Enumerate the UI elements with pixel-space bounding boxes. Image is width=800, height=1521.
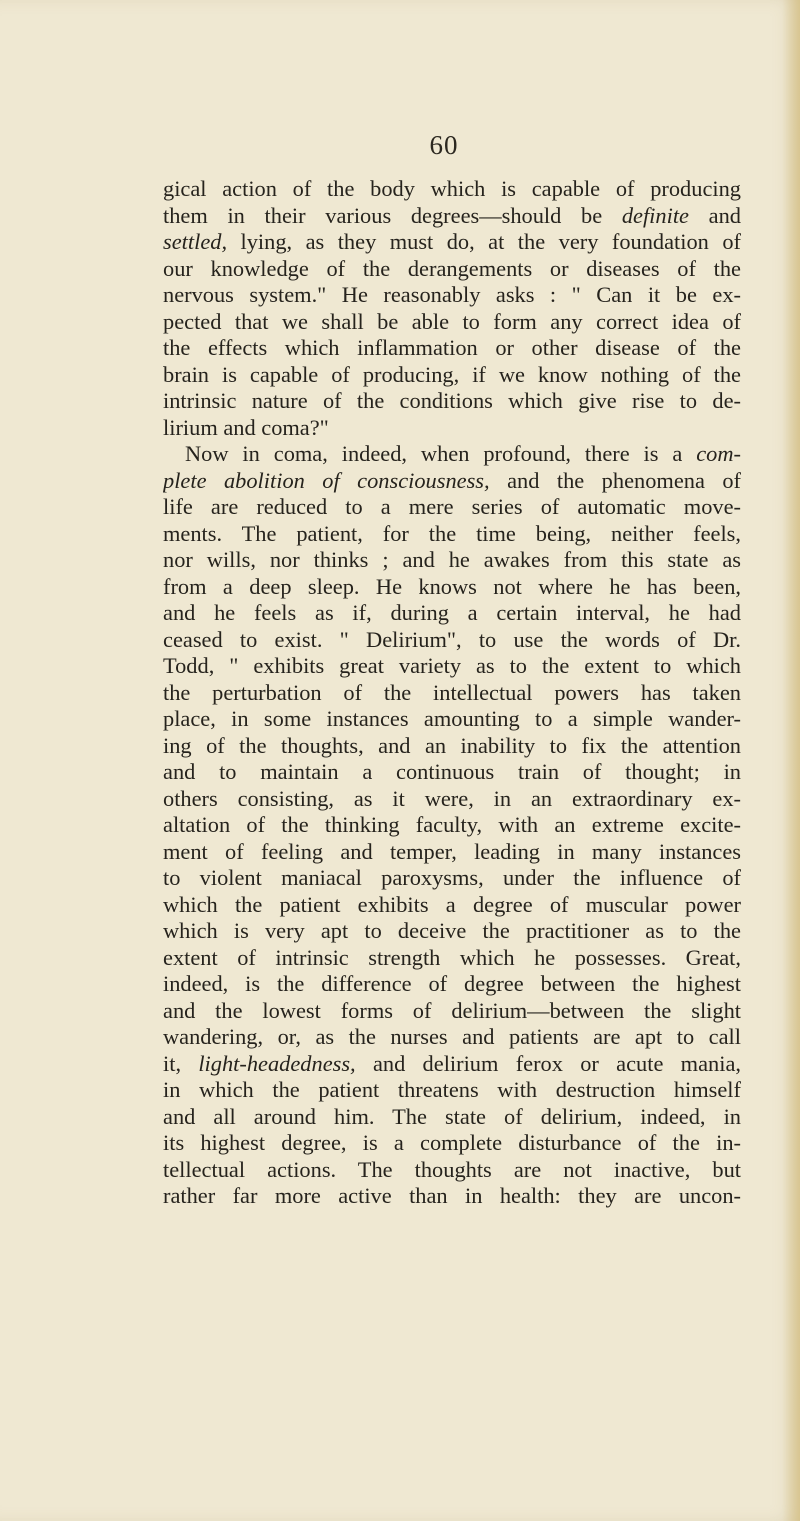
text-segment: and the phenomena of: [489, 467, 741, 493]
text-segment: them in their various degrees—should be: [163, 202, 622, 228]
text-line: [163, 1183, 741, 1210]
text-line: [163, 441, 741, 468]
text-line: [163, 786, 741, 813]
italic-text: settled,: [163, 229, 228, 254]
text-segment: nor wills, nor thinks ; and he awakes from this state as: [163, 547, 741, 572]
text-line: [163, 998, 741, 1025]
text-segment: the perturbation of the intellectual powers has taken: [163, 679, 741, 705]
text-segment: ceased to exist. " Delirium", to use the words of Dr.: [163, 626, 741, 652]
text-segment: nervous system." He reasonably asks : " Can it be ex-: [163, 282, 741, 307]
text-line: [163, 627, 741, 654]
text-segment: its highest degree, is a complete disturbance of the in-: [163, 1130, 741, 1155]
text-line: [163, 388, 741, 415]
text-line: [163, 362, 741, 389]
text-line: [163, 706, 741, 733]
text-line: [163, 574, 741, 601]
text-line: [163, 468, 741, 495]
text-segment: and delirium ferox or acute mania,: [355, 1050, 741, 1076]
text-line: [163, 600, 741, 627]
text-line: [163, 971, 741, 998]
text-line: [163, 680, 741, 707]
text-segment: ment of feeling and temper, leading in many instances: [163, 838, 741, 864]
text-segment: and: [688, 202, 741, 228]
text-line: [163, 1024, 741, 1051]
text-segment: Now in coma, indeed, when profound, there is a: [185, 441, 697, 466]
text-line: [163, 335, 741, 362]
italic-text: light-headedness,: [198, 1050, 356, 1076]
italic-text: com-: [696, 441, 741, 466]
text-segment: and to maintain a continuous train of thought; in: [163, 759, 741, 784]
italic-text: definite: [621, 202, 689, 228]
text-line: [163, 282, 741, 309]
text-segment: others consisting, as it were, in an extraordinary ex-: [163, 785, 741, 811]
text-segment: to violent maniacal paroxysms, under the influence of: [163, 865, 741, 890]
text-line: [163, 494, 741, 521]
text-segment: in which the patient threatens with destruction himself: [163, 1077, 741, 1102]
text-line: [163, 1130, 741, 1157]
text-segment: and the lowest forms of delirium—between the slight: [163, 997, 741, 1023]
text-segment: ments. The patient, for the time being, neither feels,: [163, 520, 741, 546]
body-text: [163, 176, 741, 1210]
text-segment: tellectual actions. The thoughts are not inactive, but: [163, 1156, 741, 1182]
text-segment: from a deep sleep. He knows not where he has been,: [163, 573, 741, 599]
text-segment: the effects which inflammation or other disease of the: [163, 335, 741, 360]
text-line: [163, 945, 741, 972]
text-segment: and he feels as if, during a certain interval, he had: [163, 600, 741, 625]
page-number: 60: [429, 130, 459, 160]
text-segment: indeed, is the difference of degree between the highest: [163, 971, 741, 996]
text-segment: altation of the thinking faculty, with an extreme excite-: [163, 812, 741, 837]
text-line: [163, 1104, 741, 1131]
text-line: [163, 521, 741, 548]
text-line: [163, 653, 741, 680]
page-edge-shadow: [782, 0, 800, 1521]
text-segment: ing of the thoughts, and an inability to fix the attention: [163, 732, 741, 758]
text-line: [163, 865, 741, 892]
text-segment: it,: [163, 1050, 199, 1076]
text-segment: our knowledge of the derangements or diseases of the: [163, 255, 741, 281]
text-line: [163, 309, 741, 336]
text-line: [163, 892, 741, 919]
text-line: [163, 547, 741, 574]
text-segment: life are reduced to a mere series of automatic move-: [163, 494, 741, 519]
text-line: [163, 203, 741, 230]
text-segment: lirium and coma?": [163, 414, 329, 440]
text-line: [163, 812, 741, 839]
text-segment: intrinsic nature of the conditions which give rise to de-: [163, 388, 741, 413]
text-line: [163, 759, 741, 786]
text-segment: extent of intrinsic strength which he possesses. Great,: [163, 944, 741, 970]
text-line: [163, 176, 741, 203]
text-line: [163, 918, 741, 945]
text-segment: wandering, or, as the nurses and patients are apt to call: [163, 1024, 741, 1049]
text-segment: which is very apt to deceive the practitioner as to the: [163, 918, 741, 943]
italic-text: plete abolition of consciousness,: [163, 467, 490, 493]
text-line: [163, 733, 741, 760]
text-line: [163, 1051, 741, 1078]
text-segment: pected that we shall be able to form any correct idea of: [163, 308, 741, 334]
text-line: [163, 1157, 741, 1184]
text-line: [163, 415, 741, 442]
text-line: [163, 1077, 741, 1104]
text-segment: and all around him. The state of delirium, indeed, in: [163, 1103, 741, 1129]
text-segment: Todd, " exhibits great variety as to the extent to which: [163, 653, 741, 678]
text-segment: rather far more active than in health: they are uncon-: [163, 1183, 741, 1208]
text-segment: lying, as they must do, at the very foundation of: [227, 229, 741, 254]
text-segment: gical action of the body which is capable of producing: [163, 176, 741, 201]
text-segment: place, in some instances amounting to a simple wander-: [163, 706, 741, 731]
text-segment: which the patient exhibits a degree of muscular power: [163, 891, 741, 917]
text-segment: brain is capable of producing, if we know nothing of the: [163, 361, 741, 387]
text-line: [163, 229, 741, 256]
text-line: [163, 839, 741, 866]
text-line: [163, 256, 741, 283]
